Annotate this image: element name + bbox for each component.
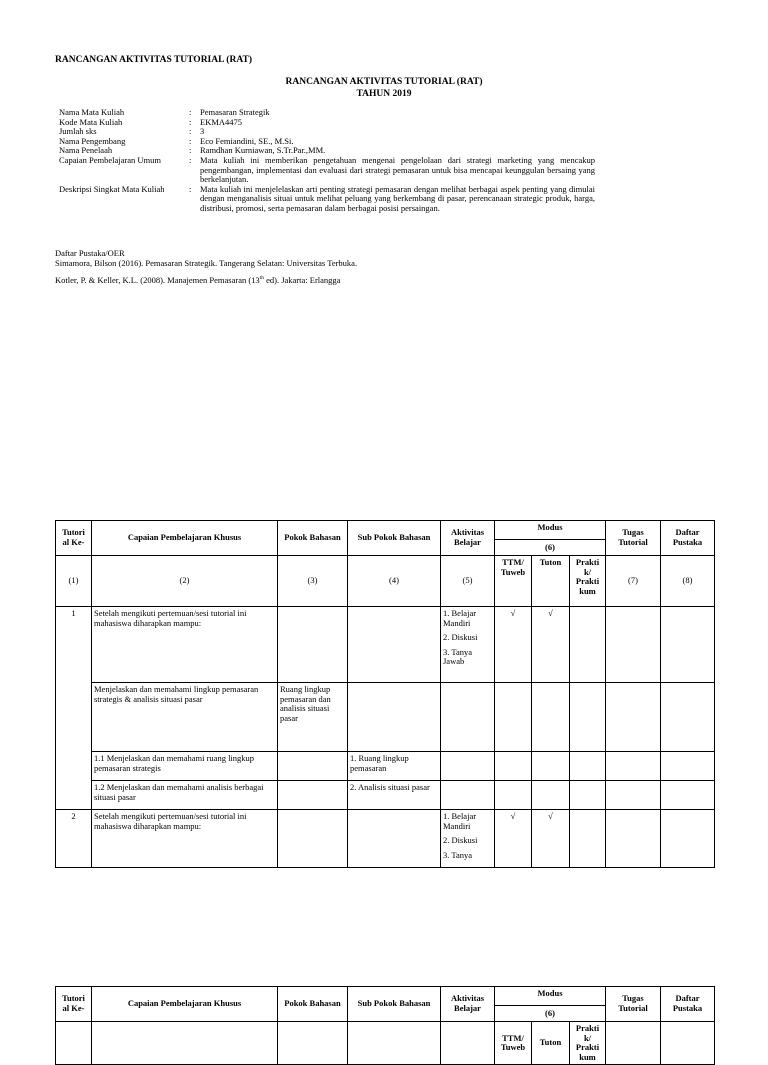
column-number: (1): [56, 556, 92, 607]
capaian-intro: Setelah mengikuti pertemuan/sesi tutorial ini mahasiswa diharapkan mampu:: [92, 810, 278, 868]
header-modus: Modus: [495, 521, 606, 540]
header-tutorial: Tutori al Ke-: [56, 987, 92, 1022]
sub-pokok-cell: [348, 683, 441, 752]
column-number: (7): [606, 556, 661, 607]
pokok-cell: [278, 781, 348, 810]
header-capaian: Capaian Pembelajaran Khusus: [92, 987, 278, 1022]
info-label: Nama Penelaah: [59, 145, 113, 156]
daftar-cell: [661, 683, 715, 752]
capaian-intro: Setelah mengikuti pertemuan/sesi tutorial ini mahasiswa diharapkan mampu:: [92, 607, 278, 683]
sub-pokok-cell: [348, 810, 441, 868]
tuton-cell: [532, 683, 570, 752]
header-tutorial: Tutori al Ke-: [56, 521, 92, 556]
column-number-cell: [348, 1022, 441, 1065]
activity-item: 1. Belajar Mandiri: [443, 608, 477, 628]
document-top-title: RANCANGAN AKTIVITAS TUTORIAL (RAT): [55, 55, 252, 65]
header-capaian: Capaian Pembelajaran Khusus: [92, 521, 278, 556]
info-label: Jumlah sks: [59, 126, 97, 137]
header-aktivitas: Aktivitas Belajar: [441, 987, 495, 1022]
tutorial-number: 2: [56, 810, 92, 868]
header-daftar: Daftar Pustaka: [661, 987, 715, 1022]
info-row-course-code: [59, 118, 595, 128]
header-modus-number: (6): [495, 1006, 606, 1022]
info-value: EKMA4475: [200, 116, 243, 127]
info-row-developer: [59, 137, 595, 147]
info-row-general-outcome: [59, 156, 595, 185]
pokok-cell: Ruang lingkup pemasaran dan analisis situasi pasar: [278, 683, 348, 752]
daftar-cell: [661, 607, 715, 683]
column-number: (2): [92, 556, 278, 607]
pokok-cell: [278, 752, 348, 781]
tugas-cell: [606, 752, 661, 781]
column-number-cell: [661, 1022, 715, 1065]
praktik-cell: [570, 607, 606, 683]
column-number: (3): [278, 556, 348, 607]
header-pokok: Pokok Bahasan: [278, 521, 348, 556]
column-number-cell: [441, 1022, 495, 1065]
info-label: Nama Pengembang: [59, 135, 126, 146]
info-label: Capaian Pembelajaran Umum: [59, 154, 161, 165]
activity-item: 3. Tanya: [443, 849, 472, 860]
header-modus: Modus: [495, 987, 606, 1006]
tuton-cell: [532, 752, 570, 781]
pokok-cell: [278, 810, 348, 868]
reference-item: [55, 276, 340, 286]
table-row: [56, 810, 715, 868]
activity-item: 2. Diskusi: [443, 632, 478, 643]
info-row-description: [59, 185, 595, 214]
daftar-cell: [661, 810, 715, 868]
info-row-sks: [59, 127, 595, 137]
praktik-cell: [570, 781, 606, 810]
tugas-cell: [606, 607, 661, 683]
header-sub-pokok: Sub Pokok Bahasan: [348, 521, 441, 556]
capaian-cell: 1.2 Menjelaskan dan memahami analisis berbagai situasi pasar: [92, 781, 278, 810]
tuton-cell: [532, 781, 570, 810]
info-value: 3: [200, 126, 205, 137]
capaian-cell: Menjelaskan dan memahami lingkup pemasaran strategis & analisis situasi pasar: [92, 683, 278, 752]
header-ttm: TTM/ Tuweb: [495, 1022, 532, 1065]
activity-item: 1. Belajar Mandiri: [443, 811, 477, 831]
info-label: Kode Mata Kuliah: [59, 116, 123, 127]
table-row: [56, 683, 715, 752]
aktivitas-cell: [441, 683, 495, 752]
header-tugas: Tugas Tutorial: [606, 987, 661, 1022]
header-praktik: Prakti k/ Prakti kum: [570, 556, 606, 607]
header-praktik: Prakti k/ Prakti kum: [570, 1022, 606, 1065]
aktivitas-cell: [441, 607, 495, 683]
column-number-cell: [278, 1022, 348, 1065]
tutorial-activity-table: [55, 520, 715, 868]
tuton-check: √: [532, 607, 570, 683]
sub-pokok-cell: [348, 607, 441, 683]
capaian-cell: 1.1 Menjelaskan dan memahami ruang lingkup pemasaran strategis: [92, 752, 278, 781]
info-colon: :: [189, 126, 192, 137]
tutorial-activity-table-continued: [55, 986, 715, 1065]
activity-item: 3. Tanya Jawab: [443, 646, 472, 667]
info-colon: :: [189, 135, 192, 146]
course-info: [59, 108, 595, 214]
reference-text: Kotler, P. & Keller, K.L. (2008). Manajemen Pemasaran (13: [55, 275, 260, 285]
header-tugas: Tugas Tutorial: [606, 521, 661, 556]
header-tuton: Tuton: [532, 556, 570, 607]
document-year: TAHUN 2019: [356, 89, 412, 99]
reference-item: Simamora, Bilson (2016). Pemasaran Strategik. Tangerang Selatan: Universitas Terbuka.: [55, 258, 358, 268]
tugas-cell: [606, 810, 661, 868]
header-ttm: TTM/ Tuweb: [495, 556, 532, 607]
activity-item: 2. Diskusi: [443, 835, 478, 846]
aktivitas-cell: [441, 810, 495, 868]
info-colon: :: [189, 183, 192, 194]
tugas-cell: [606, 781, 661, 810]
daftar-cell: [661, 752, 715, 781]
ttm-cell: [495, 781, 532, 810]
info-colon: :: [189, 145, 192, 156]
column-number-cell: [606, 1022, 661, 1065]
pokok-cell: [278, 607, 348, 683]
info-label: Deskripsi Singkat Mata Kuliah: [59, 183, 165, 194]
daftar-cell: [661, 781, 715, 810]
column-number: (5): [441, 556, 495, 607]
document-center-title: RANCANGAN AKTIVITAS TUTORIAL (RAT): [285, 77, 483, 87]
sub-pokok-cell: 2. Analisis situasi pasar: [348, 781, 441, 810]
column-number-cell: [56, 1022, 92, 1065]
info-row-course-name: [59, 108, 595, 118]
column-number: (8): [661, 556, 715, 607]
header-sub-pokok: Sub Pokok Bahasan: [348, 987, 441, 1022]
ttm-check: √: [495, 607, 532, 683]
ttm-cell: [495, 683, 532, 752]
aktivitas-cell: [441, 752, 495, 781]
info-colon: :: [189, 107, 192, 117]
header-aktivitas: Aktivitas Belajar: [441, 521, 495, 556]
header-modus-number: (6): [495, 540, 606, 556]
ttm-cell: [495, 752, 532, 781]
column-number: (4): [348, 556, 441, 607]
info-value: Eco Femiandini, SE., M.Si.: [200, 135, 294, 146]
praktik-cell: [570, 752, 606, 781]
reference-superscript: th: [259, 275, 264, 282]
table-row: [56, 752, 715, 781]
tuton-check: √: [532, 810, 570, 868]
header-tuton: Tuton: [532, 1022, 570, 1065]
praktik-cell: [570, 683, 606, 752]
table-row: [56, 607, 715, 683]
ttm-check: √: [495, 810, 532, 868]
aktivitas-cell: [441, 781, 495, 810]
reference-text: ed). Jakarta: Erlangga: [263, 275, 341, 285]
info-value: Pemasaran Strategik: [200, 107, 270, 117]
column-number-cell: [92, 1022, 278, 1065]
header-pokok: Pokok Bahasan: [278, 987, 348, 1022]
info-colon: :: [189, 116, 192, 127]
info-colon: :: [189, 154, 192, 165]
header-daftar: Daftar Pustaka: [661, 521, 715, 556]
info-value: Mata kuliah ini memberikan pengetahuan mengenai pengelolaan dari strategi marketing yang mencakup pengembangan, implementasi dan evaluasi dari strategi pemasaran untuk bisa mencapai keunggulan bersaing yang berkelanjutan.: [200, 154, 595, 185]
info-value: Ramdhan Kurniawan, S.Tr.Par.,MM.: [200, 145, 326, 156]
references-heading: Daftar Pustaka/OER: [55, 248, 125, 258]
tutorial-number: 1: [56, 607, 92, 810]
table-continuation: [55, 986, 715, 1062]
info-label: Nama Mata Kuliah: [59, 107, 125, 117]
table-row: [56, 781, 715, 810]
info-value: Mata kuliah ini menjelelaskan arti penting strategi pemasaran dengan melihat berbagai aspek penting yang dimulai dengan menganalisis situai untuk melihat peluang yang berkembang di pasar, perencanaan strategic produk, harga, distribusi, promosi, serta pemasaran dalam berbagai posisi persaingan.: [200, 183, 595, 213]
tugas-cell: [606, 683, 661, 752]
praktik-cell: [570, 810, 606, 868]
sub-pokok-cell: 1. Ruang lingkup pemasaran: [348, 752, 441, 781]
